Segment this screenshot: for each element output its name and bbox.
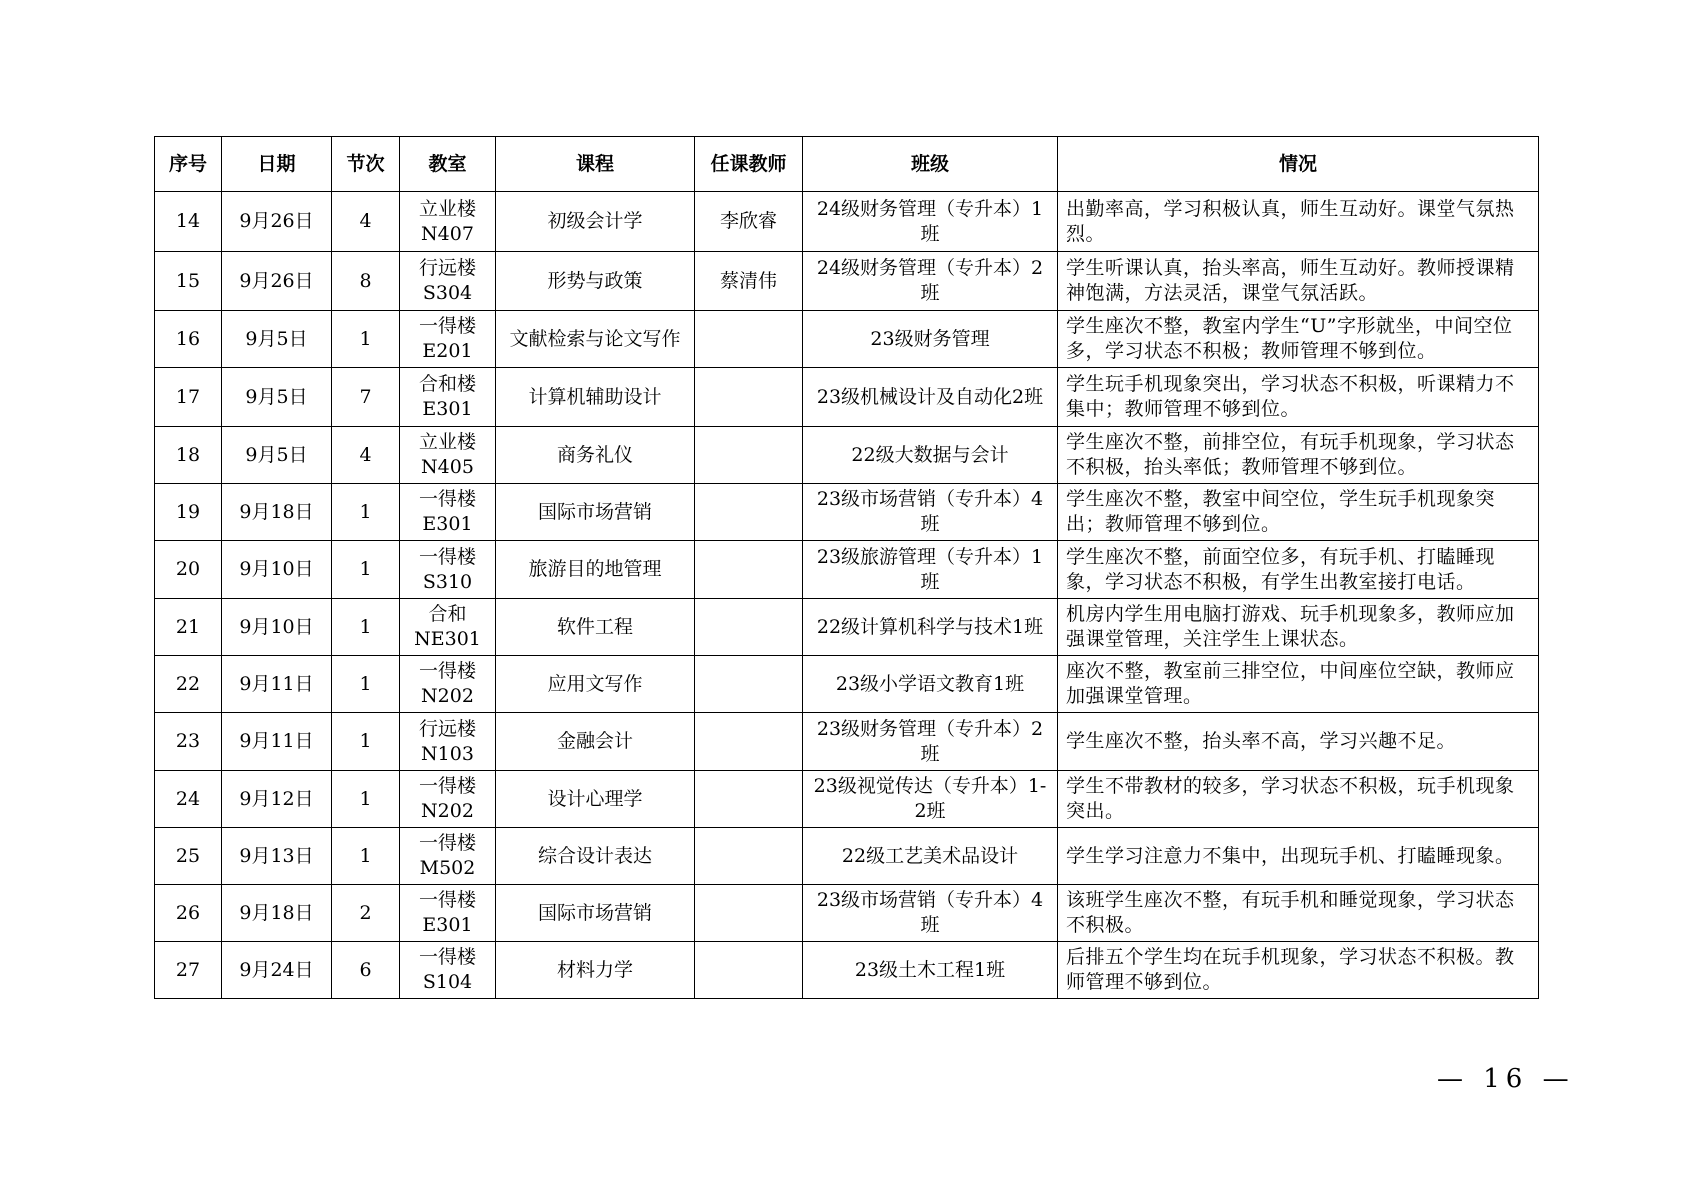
row-class: 23级市场营销（专升本）4班 <box>803 484 1058 541</box>
row-room <box>400 311 496 368</box>
room-building: 立业楼 <box>418 197 476 220</box>
row-status: 学生座次不整，教室中间空位，学生玩手机现象突出；教师管理不够到位。 <box>1058 484 1539 541</box>
row-date: 9月13日 <box>222 828 332 885</box>
row-status: 机房内学生用电脑打游戏、玩手机现象多，教师应加强课堂管理，关注学生上课状态。 <box>1058 599 1539 656</box>
row-date: 9月5日 <box>222 427 332 484</box>
row-class: 23级财务管理（专升本）2班 <box>803 713 1058 771</box>
row-course: 应用文写作 <box>496 656 695 713</box>
inspection-table <box>154 136 1539 999</box>
room-building: 一得楼 <box>418 775 476 797</box>
room-building: 立业楼 <box>418 431 476 453</box>
row-no: 19 <box>155 484 222 541</box>
row-teacher <box>695 942 803 999</box>
room-number: N407 <box>421 222 474 245</box>
row-no: 26 <box>155 885 222 942</box>
row-teacher <box>695 656 803 713</box>
row-course: 国际市场营销 <box>496 885 695 942</box>
row-course: 软件工程 <box>496 599 695 656</box>
header-period: 节次 <box>332 137 400 192</box>
table-row <box>155 252 1539 311</box>
row-teacher <box>695 427 803 484</box>
table-row <box>155 311 1539 368</box>
row-period: 8 <box>332 252 400 311</box>
room-number: E301 <box>422 914 473 936</box>
row-course: 文献检索与论文写作 <box>496 311 695 368</box>
row-no: 14 <box>155 192 222 252</box>
row-class: 22级工艺美术品设计 <box>803 828 1058 885</box>
row-room <box>400 599 496 656</box>
row-class: 23级土木工程1班 <box>803 942 1058 999</box>
row-status: 座次不整，教室前三排空位，中间座位空缺，教师应加强课堂管理。 <box>1058 656 1539 713</box>
row-teacher <box>695 484 803 541</box>
room-number: S310 <box>422 570 473 593</box>
row-teacher <box>695 713 803 771</box>
row-room <box>400 252 496 311</box>
row-teacher <box>695 828 803 885</box>
row-class: 23级小学语文教育1班 <box>803 656 1058 713</box>
row-class: 23级市场营销（专升本）4班 <box>803 885 1058 942</box>
row-status: 学生玩手机现象突出，学习状态不积极，听课精力不集中；教师管理不够到位。 <box>1058 368 1539 427</box>
row-period: 4 <box>332 427 400 484</box>
table-row <box>155 599 1539 656</box>
row-teacher <box>695 599 803 656</box>
row-room <box>400 484 496 541</box>
room-number: S304 <box>422 282 473 304</box>
row-course: 形势与政策 <box>496 252 695 311</box>
room-number: N103 <box>421 742 474 765</box>
table-row <box>155 484 1539 541</box>
header-no: 序号 <box>155 137 222 192</box>
row-no: 15 <box>155 252 222 311</box>
row-date: 9月24日 <box>222 942 332 999</box>
table-body <box>155 192 1539 999</box>
room-building: 行远楼 <box>418 257 476 279</box>
room-building: 合和楼 <box>418 373 476 395</box>
row-status: 出勤率高，学习积极认真，师生互动好。课堂气氛热烈。 <box>1058 192 1539 252</box>
row-period: 1 <box>332 311 400 368</box>
row-status: 学生听课认真，抬头率高，师生互动好。教师授课精神饱满，方法灵活，课堂气氛活跃。 <box>1058 252 1539 311</box>
row-period: 1 <box>332 656 400 713</box>
row-class: 24级财务管理（专升本）2班 <box>803 252 1058 311</box>
row-date: 9月5日 <box>222 311 332 368</box>
table-row <box>155 656 1539 713</box>
row-status: 学生座次不整，教室内学生“U”字形就坐，中间空位多，学习状态不积极；教师管理不够到位。 <box>1058 311 1539 368</box>
table-row <box>155 368 1539 427</box>
room-number: N405 <box>421 456 474 478</box>
row-room <box>400 192 496 252</box>
row-course: 金融会计 <box>496 713 695 771</box>
row-class: 23级视觉传达（专升本）1-2班 <box>803 771 1058 828</box>
row-teacher: 李欣睿 <box>695 192 803 252</box>
row-teacher <box>695 885 803 942</box>
row-class: 23级机械设计及自动化2班 <box>803 368 1058 427</box>
row-period: 4 <box>332 192 400 252</box>
row-status: 该班学生座次不整，有玩手机和睡觉现象，学习状态不积极。 <box>1058 885 1539 942</box>
row-no: 20 <box>155 541 222 599</box>
room-number: N202 <box>421 685 474 707</box>
row-status: 学生学习注意力不集中，出现玩手机、打瞌睡现象。 <box>1058 828 1539 885</box>
table-row <box>155 771 1539 828</box>
row-course: 设计心理学 <box>496 771 695 828</box>
row-no: 23 <box>155 713 222 771</box>
header-room: 教室 <box>400 137 496 192</box>
row-class: 24级财务管理（专升本）1班 <box>803 192 1058 252</box>
row-no: 27 <box>155 942 222 999</box>
room-number: E201 <box>422 340 473 362</box>
row-date: 9月10日 <box>222 599 332 656</box>
room-number: M502 <box>419 857 476 879</box>
room-building: 一得楼 <box>418 946 476 968</box>
row-course: 商务礼仪 <box>496 427 695 484</box>
row-class: 22级大数据与会计 <box>803 427 1058 484</box>
row-date: 9月10日 <box>222 541 332 599</box>
room-number: NE301 <box>414 628 481 650</box>
row-status: 后排五个学生均在玩手机现象，学习状态不积极。教师管理不够到位。 <box>1058 942 1539 999</box>
row-status: 学生不带教材的较多，学习状态不积极，玩手机现象突出。 <box>1058 771 1539 828</box>
row-course: 旅游目的地管理 <box>496 541 695 599</box>
row-room <box>400 368 496 427</box>
row-date: 9月11日 <box>222 713 332 771</box>
row-no: 16 <box>155 311 222 368</box>
row-period: 1 <box>332 599 400 656</box>
row-no: 18 <box>155 427 222 484</box>
room-building: 一得楼 <box>418 889 476 911</box>
header-teacher: 任课教师 <box>695 137 803 192</box>
row-period: 7 <box>332 368 400 427</box>
room-building: 合和 <box>428 603 467 625</box>
room-building: 一得楼 <box>418 832 476 854</box>
row-course: 国际市场营销 <box>496 484 695 541</box>
row-course: 计算机辅助设计 <box>496 368 695 427</box>
row-no: 25 <box>155 828 222 885</box>
table-row <box>155 828 1539 885</box>
row-no: 24 <box>155 771 222 828</box>
table-row <box>155 541 1539 599</box>
room-building: 一得楼 <box>418 315 476 337</box>
row-room <box>400 656 496 713</box>
page-number: — 16 — <box>1437 1064 1575 1094</box>
row-room <box>400 713 496 771</box>
row-status: 学生座次不整，前面空位多，有玩手机、打瞌睡现象，学习状态不积极，有学生出教室接打电话。 <box>1058 541 1539 599</box>
header-course: 课程 <box>496 137 695 192</box>
row-date: 9月26日 <box>222 192 332 252</box>
table-row <box>155 942 1539 999</box>
room-building: 行远楼 <box>418 717 476 740</box>
row-teacher <box>695 311 803 368</box>
row-date: 9月18日 <box>222 885 332 942</box>
row-course: 综合设计表达 <box>496 828 695 885</box>
row-period: 1 <box>332 484 400 541</box>
header-date: 日期 <box>222 137 332 192</box>
header-status: 情况 <box>1058 137 1539 192</box>
row-room <box>400 885 496 942</box>
row-no: 17 <box>155 368 222 427</box>
row-course: 材料力学 <box>496 942 695 999</box>
row-date: 9月18日 <box>222 484 332 541</box>
row-room <box>400 771 496 828</box>
row-no: 21 <box>155 599 222 656</box>
table-row <box>155 713 1539 771</box>
room-number: S104 <box>422 971 473 993</box>
room-building: 一得楼 <box>418 488 476 510</box>
row-period: 1 <box>332 541 400 599</box>
row-period: 1 <box>332 713 400 771</box>
row-period: 2 <box>332 885 400 942</box>
table-header-row <box>155 137 1539 192</box>
row-status: 学生座次不整，前排空位，有玩手机现象，学习状态不积极，抬头率低；教师管理不够到位。 <box>1058 427 1539 484</box>
row-teacher <box>695 541 803 599</box>
table-row <box>155 427 1539 484</box>
row-class: 22级计算机科学与技术1班 <box>803 599 1058 656</box>
row-date: 9月26日 <box>222 252 332 311</box>
row-teacher <box>695 368 803 427</box>
row-no: 22 <box>155 656 222 713</box>
table-row <box>155 192 1539 252</box>
row-period: 1 <box>332 828 400 885</box>
row-class: 23级旅游管理（专升本）1班 <box>803 541 1058 599</box>
row-room <box>400 942 496 999</box>
row-teacher <box>695 771 803 828</box>
table-row <box>155 885 1539 942</box>
room-building: 一得楼 <box>418 660 476 682</box>
room-number: E301 <box>422 398 473 420</box>
row-date: 9月5日 <box>222 368 332 427</box>
room-building: 一得楼 <box>418 545 476 568</box>
row-period: 1 <box>332 771 400 828</box>
row-room <box>400 828 496 885</box>
row-room <box>400 541 496 599</box>
room-number: N202 <box>421 800 474 822</box>
header-class: 班级 <box>803 137 1058 192</box>
row-status: 学生座次不整，抬头率不高，学习兴趣不足。 <box>1058 713 1539 771</box>
row-period: 6 <box>332 942 400 999</box>
row-class: 23级财务管理 <box>803 311 1058 368</box>
row-course: 初级会计学 <box>496 192 695 252</box>
row-date: 9月12日 <box>222 771 332 828</box>
row-room <box>400 427 496 484</box>
room-number: E301 <box>422 513 473 535</box>
row-teacher: 蔡清伟 <box>695 252 803 311</box>
row-date: 9月11日 <box>222 656 332 713</box>
